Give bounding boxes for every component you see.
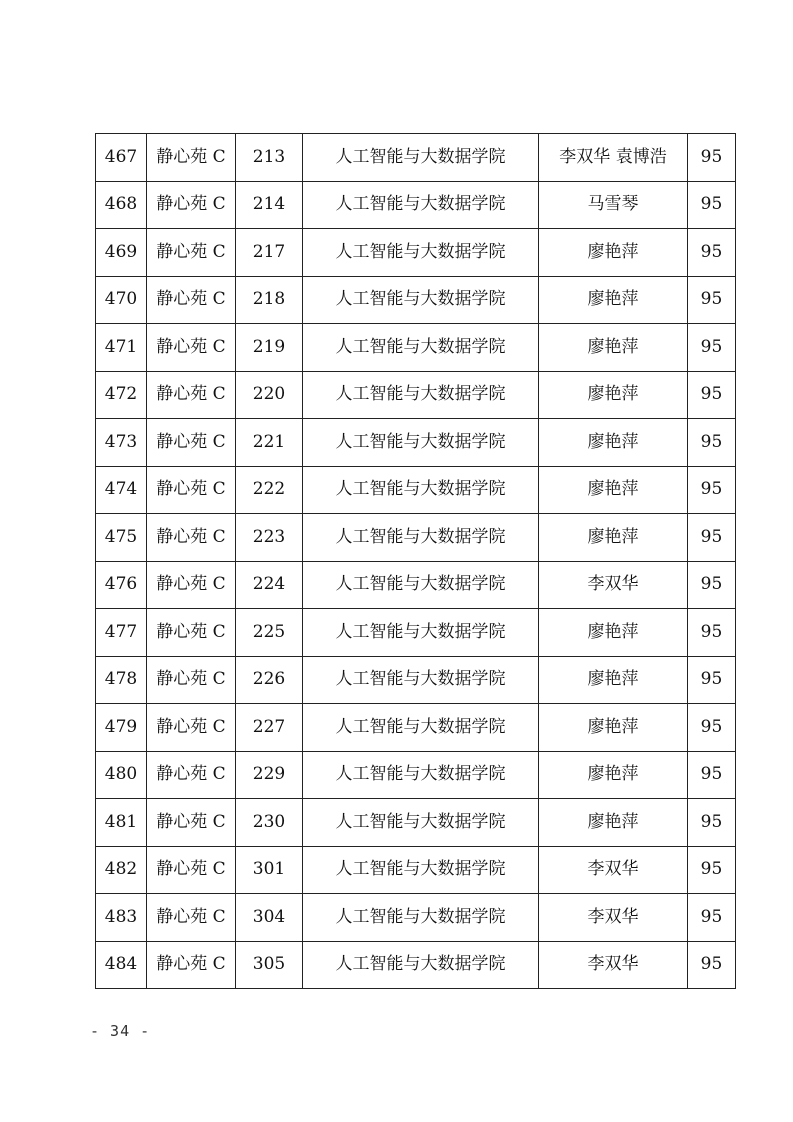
building-cell: 静心苑 C [147,229,236,277]
room-number-cell: 221 [236,419,303,467]
room-number-cell: 214 [236,181,303,229]
row-number-cell: 478 [96,656,147,704]
building-cell: 静心苑 C [147,846,236,894]
building-cell: 静心苑 C [147,276,236,324]
row-number-cell: 484 [96,941,147,989]
responsible-person-cell: 李双华 [539,941,688,989]
college-cell: 人工智能与大数据学院 [303,846,539,894]
responsible-person-cell: 廖艳萍 [539,466,688,514]
score-cell: 95 [688,751,736,799]
building-cell: 静心苑 C [147,941,236,989]
score-cell: 95 [688,276,736,324]
table-row [96,276,736,324]
college-cell: 人工智能与大数据学院 [303,466,539,514]
college-cell: 人工智能与大数据学院 [303,371,539,419]
table-body [96,134,736,989]
score-cell: 95 [688,609,736,657]
room-number-cell: 222 [236,466,303,514]
college-cell: 人工智能与大数据学院 [303,894,539,942]
building-cell: 静心苑 C [147,181,236,229]
score-cell: 95 [688,799,736,847]
college-cell: 人工智能与大数据学院 [303,609,539,657]
building-cell: 静心苑 C [147,419,236,467]
room-number-cell: 220 [236,371,303,419]
room-number-cell: 305 [236,941,303,989]
responsible-person-cell: 廖艳萍 [539,276,688,324]
table-row [96,656,736,704]
college-cell: 人工智能与大数据学院 [303,799,539,847]
college-cell: 人工智能与大数据学院 [303,514,539,562]
college-cell: 人工智能与大数据学院 [303,656,539,704]
score-cell: 95 [688,846,736,894]
row-number-cell: 480 [96,751,147,799]
building-cell: 静心苑 C [147,514,236,562]
table-row [96,134,736,182]
building-cell: 静心苑 C [147,466,236,514]
room-number-cell: 218 [236,276,303,324]
building-cell: 静心苑 C [147,751,236,799]
college-cell: 人工智能与大数据学院 [303,941,539,989]
row-number-cell: 467 [96,134,147,182]
table-row [96,704,736,752]
table-row [96,229,736,277]
table-row [96,419,736,467]
room-number-cell: 229 [236,751,303,799]
college-cell: 人工智能与大数据学院 [303,134,539,182]
row-number-cell: 479 [96,704,147,752]
responsible-person-cell: 廖艳萍 [539,514,688,562]
building-cell: 静心苑 C [147,799,236,847]
score-cell: 95 [688,324,736,372]
row-number-cell: 474 [96,466,147,514]
row-number-cell: 483 [96,894,147,942]
score-cell: 95 [688,419,736,467]
score-cell: 95 [688,134,736,182]
building-cell: 静心苑 C [147,371,236,419]
row-number-cell: 477 [96,609,147,657]
room-number-cell: 217 [236,229,303,277]
score-cell: 95 [688,371,736,419]
table-row [96,751,736,799]
room-number-cell: 224 [236,561,303,609]
score-cell: 95 [688,181,736,229]
row-number-cell: 472 [96,371,147,419]
room-number-cell: 304 [236,894,303,942]
college-cell: 人工智能与大数据学院 [303,276,539,324]
score-cell: 95 [688,514,736,562]
row-number-cell: 475 [96,514,147,562]
responsible-person-cell: 廖艳萍 [539,371,688,419]
college-cell: 人工智能与大数据学院 [303,704,539,752]
table-row [96,466,736,514]
responsible-person-cell: 廖艳萍 [539,324,688,372]
table-row [96,894,736,942]
room-number-cell: 219 [236,324,303,372]
responsible-person-cell: 李双华 [539,894,688,942]
college-cell: 人工智能与大数据学院 [303,419,539,467]
table-row [96,609,736,657]
score-cell: 95 [688,656,736,704]
room-number-cell: 213 [236,134,303,182]
responsible-person-cell: 廖艳萍 [539,751,688,799]
table-row [96,846,736,894]
table-row [96,799,736,847]
row-number-cell: 471 [96,324,147,372]
room-number-cell: 226 [236,656,303,704]
room-number-cell: 230 [236,799,303,847]
table-row [96,941,736,989]
room-number-cell: 227 [236,704,303,752]
row-number-cell: 469 [96,229,147,277]
building-cell: 静心苑 C [147,134,236,182]
college-cell: 人工智能与大数据学院 [303,229,539,277]
table-row [96,324,736,372]
score-cell: 95 [688,466,736,514]
table-row [96,561,736,609]
row-number-cell: 473 [96,419,147,467]
page-number: - 34 - [90,1022,151,1040]
responsible-person-cell: 马雪琴 [539,181,688,229]
building-cell: 静心苑 C [147,656,236,704]
score-cell: 95 [688,229,736,277]
row-number-cell: 476 [96,561,147,609]
table-row [96,371,736,419]
row-number-cell: 470 [96,276,147,324]
room-number-cell: 301 [236,846,303,894]
row-number-cell: 482 [96,846,147,894]
responsible-person-cell: 廖艳萍 [539,799,688,847]
college-cell: 人工智能与大数据学院 [303,561,539,609]
score-cell: 95 [688,894,736,942]
college-cell: 人工智能与大数据学院 [303,751,539,799]
building-cell: 静心苑 C [147,704,236,752]
responsible-person-cell: 廖艳萍 [539,704,688,752]
table-row [96,181,736,229]
responsible-person-cell: 廖艳萍 [539,419,688,467]
college-cell: 人工智能与大数据学院 [303,181,539,229]
responsible-person-cell: 李双华 [539,846,688,894]
building-cell: 静心苑 C [147,894,236,942]
row-number-cell: 481 [96,799,147,847]
room-number-cell: 225 [236,609,303,657]
responsible-person-cell: 廖艳萍 [539,609,688,657]
row-number-cell: 468 [96,181,147,229]
building-cell: 静心苑 C [147,324,236,372]
score-cell: 95 [688,941,736,989]
dormitory-score-table [95,133,736,989]
college-cell: 人工智能与大数据学院 [303,324,539,372]
responsible-person-cell: 李双华 [539,561,688,609]
responsible-person-cell: 廖艳萍 [539,229,688,277]
room-number-cell: 223 [236,514,303,562]
score-cell: 95 [688,704,736,752]
responsible-person-cell: 李双华 袁博浩 [539,134,688,182]
responsible-person-cell: 廖艳萍 [539,656,688,704]
building-cell: 静心苑 C [147,609,236,657]
score-cell: 95 [688,561,736,609]
table-row [96,514,736,562]
building-cell: 静心苑 C [147,561,236,609]
